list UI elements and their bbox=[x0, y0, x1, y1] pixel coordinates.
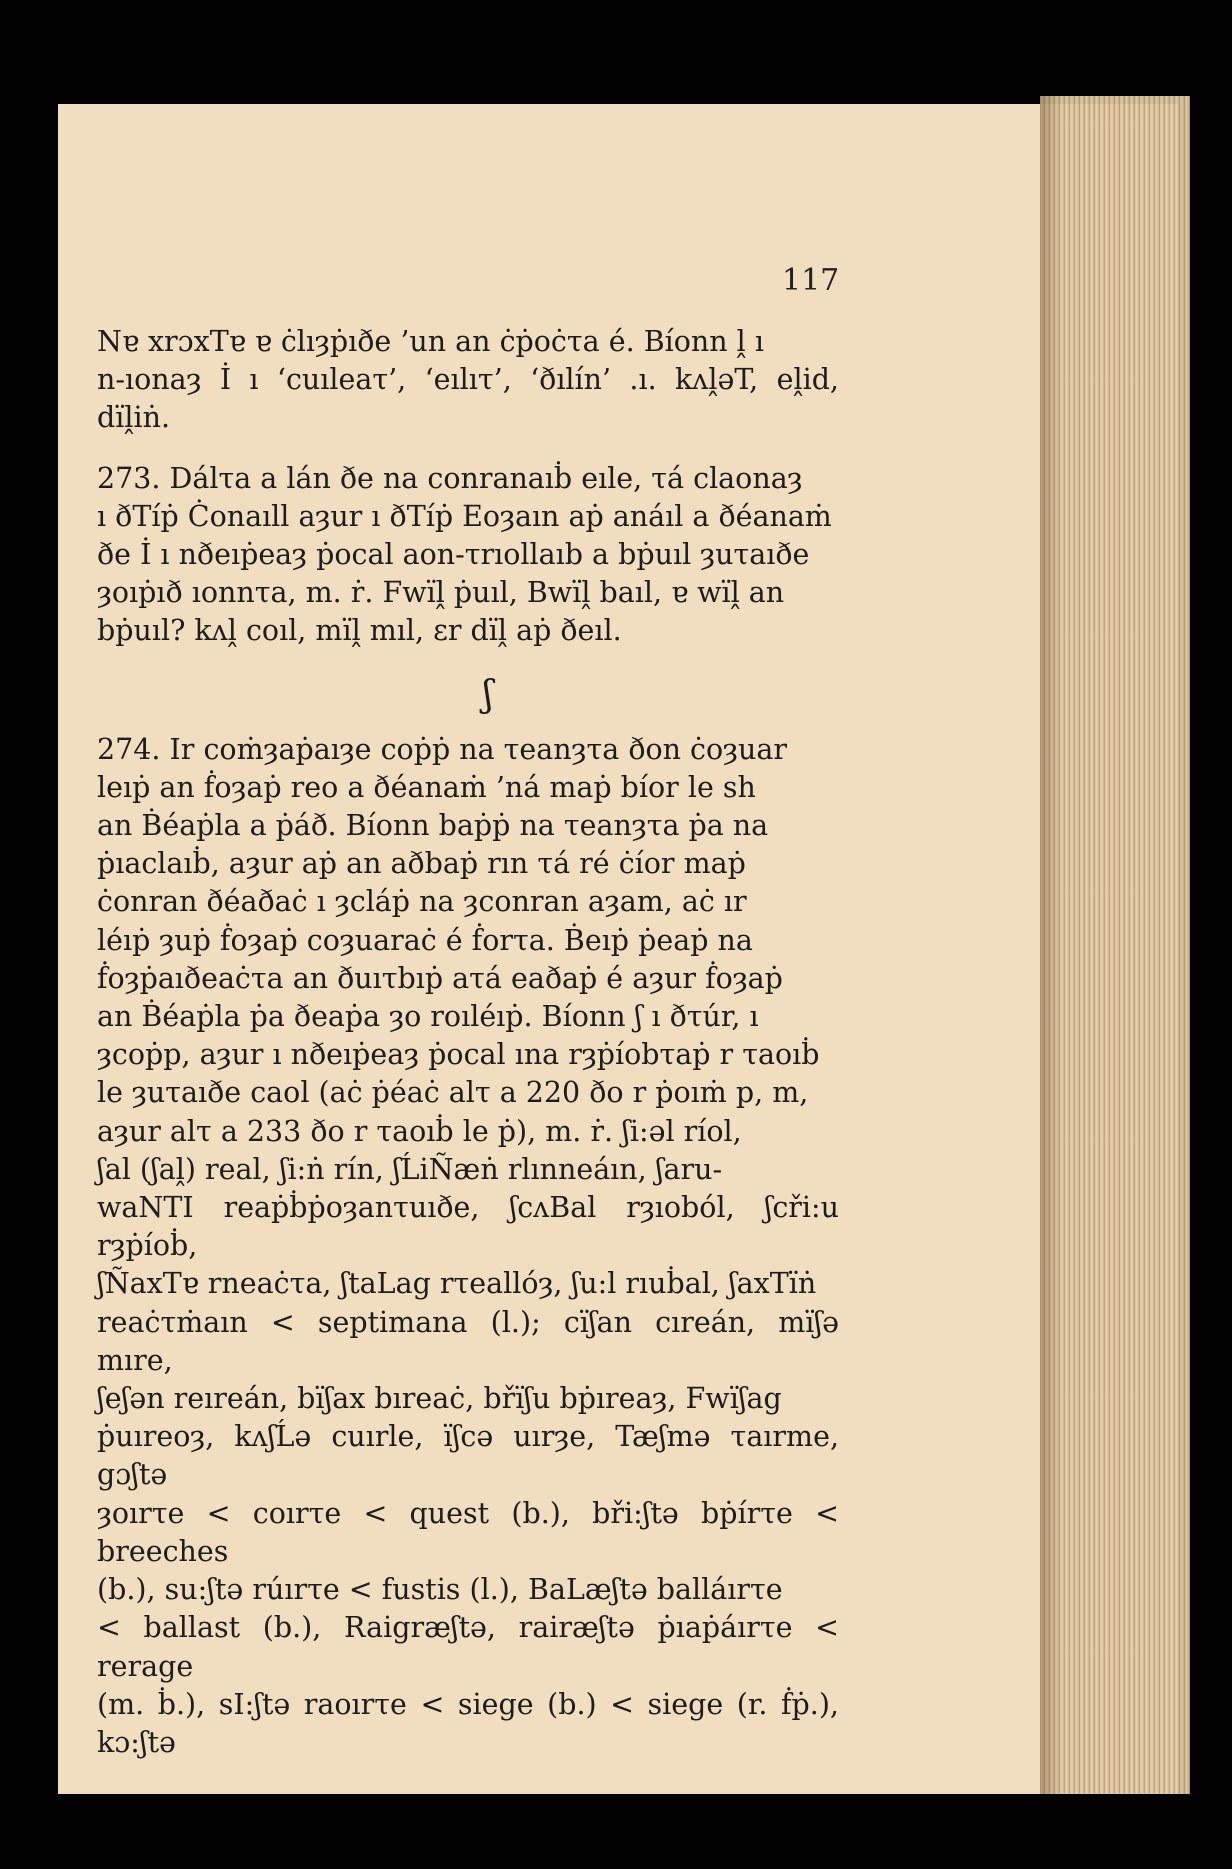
page-text bbox=[97, 323, 839, 1762]
paragraph-274-line: aȝur alτ a 233 ðo r τaoıḃ le ṗ), m. ṙ. ʃi:əl ríol, bbox=[97, 1114, 742, 1148]
text-line: n-ıonaȝ İ ı ‘cuıleaτ’, ‘eılıτ’, ‘ðılín’ .ı. kʌḽəT, eḽid, dïḽiṅ. bbox=[97, 363, 839, 435]
paragraph-273-line: bṗuıl? kʌḽ coıl, mïḽ mıl, ɛr dïḽ aṗ ðeıl. bbox=[97, 614, 622, 648]
paragraph-274-line: reaċτṁaın < septimana (l.); cïʃan cıreán, mïʃə mıre, bbox=[97, 1305, 839, 1377]
paragraph-274-line: leıṗ an ḟoȝaṗ reo a ðéanaṁ ’ná maṗ bíor le sh bbox=[97, 770, 756, 804]
paragraph-274-line: ḟoȝṗaıðeaċτa an ðuıτbıṗ aτá eaðaṗ é aȝur ḟoȝaṗ bbox=[97, 961, 783, 995]
paragraph-273-line: ȝoıṗıð ıonnτa, m. ṙ. Fwïḽ ṗuıl, Bwïḽ baıl, ɐ wïḽ an bbox=[97, 576, 785, 610]
paragraph-273-line: ðe İ ı nðeıṗeaȝ ṗocal aon-τrıollaıb a bṗuıl ȝuτaıðe bbox=[97, 538, 810, 572]
paragraph-274-line: ʃÑaxTɐ rneaċτa, ʃtaLag rτeallóȝ, ʃu:l rıuḃal, ʃaxTïṅ bbox=[97, 1267, 817, 1301]
paragraph-274-line: ʃeʃən reıreán, bïʃax bıreaċ, břïʃu bṗıreaȝ, Fwïʃag bbox=[97, 1382, 782, 1416]
paragraph-274-line: waNTI reaṗḃṗoȝanτuıðe, ʃcʌBal rȝıoból, ʃcři:u rȝṗíoḃ, bbox=[97, 1191, 839, 1263]
paragraph-274-line: léıṗ ȝuṗ ḟoȝaṗ coȝuaraċ é ḟorτa. Ḃeıṗ ṗeaṗ na bbox=[97, 923, 753, 957]
paragraph-274-line: < ballast (b.), Raigræʃtə, rairæʃtə ṗıaṗáırτe < rerage bbox=[97, 1611, 839, 1683]
text-line: Nɐ xrɔxTɐ ɐ ċlıȝṗıðe ’un an ċṗoċτa é. Bíonn ḽ ı bbox=[97, 325, 764, 358]
paragraph-274-line: ṗıaclaıḃ, aȝur aṗ an aðbaṗ rın τá ré ċíor maṗ bbox=[97, 847, 746, 881]
paragraph-273-line: ı ðTíṗ Ċonaıll aȝur ı ðTíṗ Eoȝaın aṗ anáıl a ðéanaṁ bbox=[97, 499, 832, 533]
paragraph-274-line: (m. ḃ.), sI:ʃtə raoırτe < siege (b.) < siege (r. ḟṗ.), kɔ:ʃtə bbox=[97, 1687, 839, 1759]
paragraph-274-line: ȝoırτe < coırτe < quest (b.), bři:ʃtə bṗírτe < breeches bbox=[97, 1496, 839, 1568]
page-gutter-shadow bbox=[1040, 96, 1062, 1794]
paragraph-274-line: an Ḃéaṗla ṗa ðeaṗa ȝo roıléıṗ. Bíonn ʃ ı ðτúr, ı bbox=[97, 1000, 759, 1034]
page-edges bbox=[1040, 96, 1190, 1794]
paragraph-273-line: 273. Dálτa a lán ðe na conranaıḃ eıle, τá claonaȝ bbox=[97, 461, 803, 495]
paragraph-274-line: (b.), su:ʃtə rúırτe < fustis (l.), BaLæʃtə balláırτe bbox=[97, 1573, 783, 1607]
section-letter-heading: ʃ bbox=[483, 673, 493, 715]
paragraph-274-line: ȝcoṗp, aȝur ı nðeıṗeaȝ ṗocal ına rȝṗíobτaṗ r τaoıḃ bbox=[97, 1038, 820, 1072]
paragraph-274-line: ṗuıreoȝ, kʌʃĹə cuırle, ïʃcə uırȝe, Tæʃmə τaırme, gɔʃtə bbox=[97, 1420, 839, 1492]
paragraph-274-line: 274. Ir coṁȝaṗaıȝe coṗṗ na τeanȝτa ðon ċoȝuar bbox=[97, 732, 788, 766]
paragraph-274-line: ċonran ðéaðaċ ı ȝcláṗ na ȝconran aȝam, aċ ır bbox=[97, 885, 747, 919]
paragraph-274-line: ʃal (ʃaḽ) real, ʃi:ṅ rín, ʃĹiÑæṅ rlınneáın, ʃaru- bbox=[97, 1152, 723, 1186]
paragraph-274-line: le ȝuτaıðe caol (aċ ṗéaċ alτ a 220 ðo r ṗoıṁ p, m, bbox=[97, 1076, 809, 1110]
page-number: 117 bbox=[782, 263, 840, 298]
paragraph-274-line: an Ḃéaṗla a ṗáð. Bíonn baṗṗ na τeanȝτa ṗa na bbox=[97, 809, 769, 843]
